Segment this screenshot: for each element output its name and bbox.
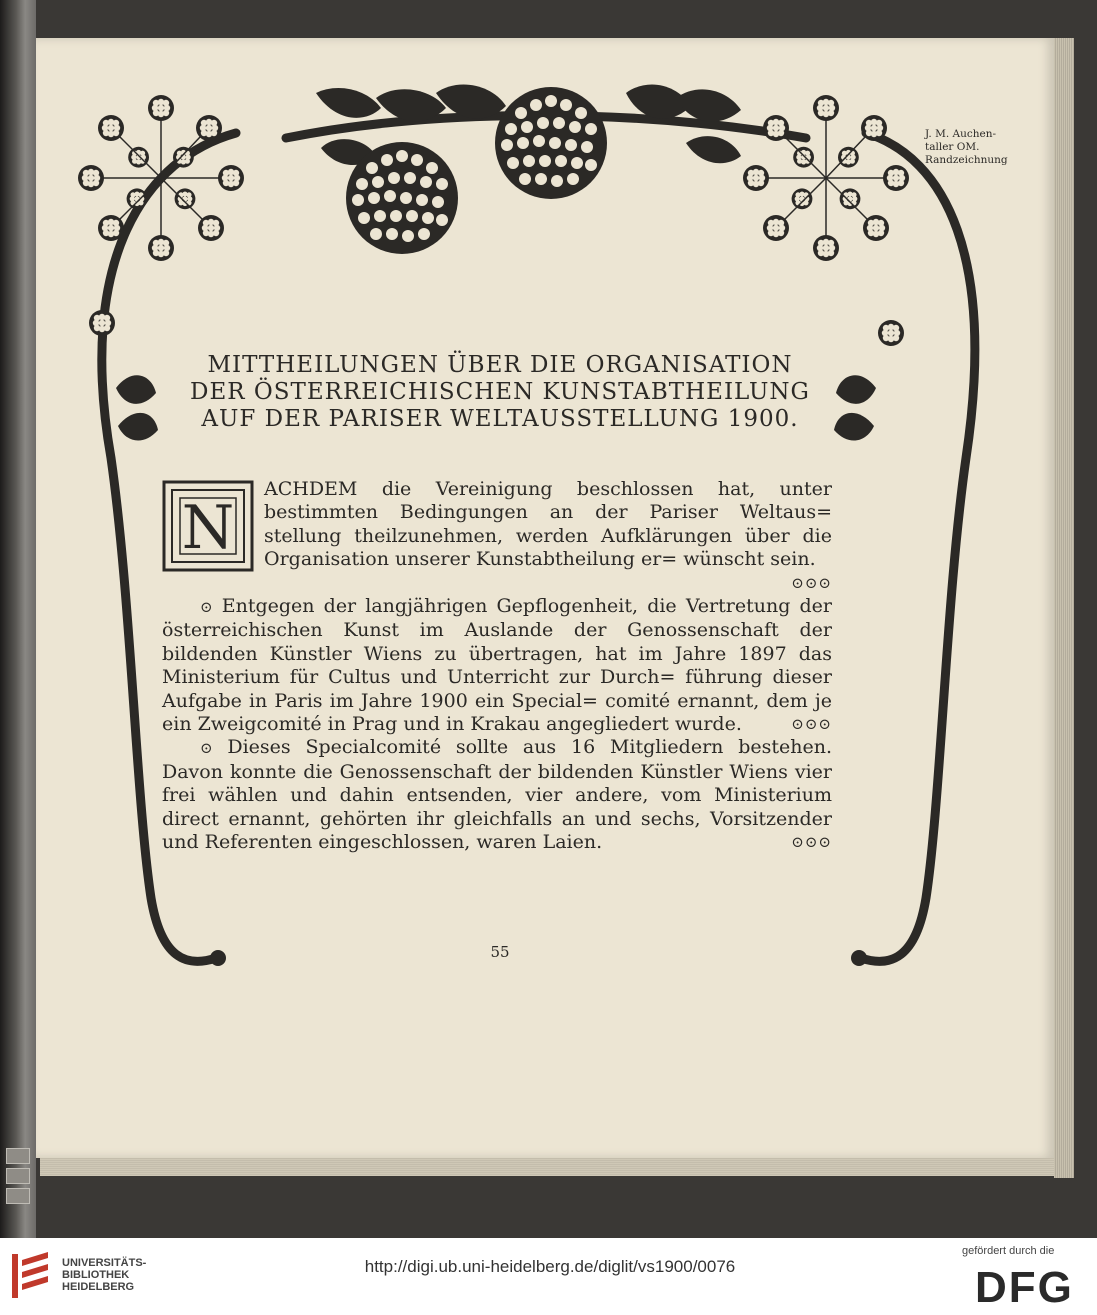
paragraph-text: Dieses Specialcomité sollte aus 16 Mitgliedern bestehen. Davon konnte die Genossenschaft der bildenden Künstler Wiens vier frei wählen und dahin entsenden, vier andere, vom Ministerium direct ernannt, gehörten ihr gleichfalls an und sechs, Vorsitzender und Referenten eingeschlossen, waren Laien. <box>162 736 832 854</box>
title-line: AUF DER PARISER WELTAUSSTELLUNG 1900. <box>201 406 799 432</box>
page-stack-edge <box>40 1158 1060 1176</box>
paragraph <box>162 478 832 592</box>
paragraph-text: ACHDEM die Vereinigung beschlossen hat, unter bestimmten Bedingungen an der Pariser Weltaus= stellung theilzunehmen, werden Aufklärungen über die Organisation unserer Kunstabtheilung er= wünscht sein. <box>264 478 832 571</box>
funded-by-note: gefördert durch die <box>962 1245 1055 1257</box>
margin-note <box>925 128 1008 167</box>
page-number: 55 <box>490 943 510 961</box>
library-name-line: UNIVERSITÄTS- <box>62 1257 147 1269</box>
article-body <box>162 478 832 855</box>
library-name[interactable] <box>62 1257 146 1293</box>
library-name-line: BIBLIOTHEK <box>62 1269 130 1281</box>
circle-mark-icon: ⊙ <box>200 598 213 617</box>
university-library-logo-icon[interactable] <box>8 1250 56 1302</box>
binding-tab <box>6 1168 30 1184</box>
page-fore-edge <box>1054 38 1074 1178</box>
library-name-line: HEIDELBERG <box>62 1281 135 1293</box>
paragraph <box>162 595 832 736</box>
title-line: MITTHEILUNGEN ÜBER DIE ORGANISATION <box>207 352 793 378</box>
dropcap-letter: N <box>181 493 235 563</box>
article-title <box>160 352 840 433</box>
circle-mark-icon: ⊙⊙⊙ <box>791 833 832 852</box>
circle-mark-icon: ⊙ <box>200 739 213 758</box>
binding-tab <box>6 1188 30 1204</box>
paragraph <box>162 736 832 854</box>
book-binding <box>0 0 36 1238</box>
margin-note-line: J. M. Auchen- <box>925 128 997 140</box>
dfg-logo-icon[interactable]: DFG <box>975 1263 1074 1312</box>
dropcap-n <box>162 480 254 572</box>
circle-mark-icon: ⊙⊙⊙ <box>791 573 832 592</box>
margin-note-line: Randzeichnung <box>925 154 1008 166</box>
binding-tab <box>6 1148 30 1164</box>
title-line: DER ÖSTERREICHISCHEN KUNSTABTHEILUNG <box>190 379 810 405</box>
margin-note-line: taller OM. <box>925 141 980 153</box>
paragraph-text: Entgegen der langjährigen Gepflogenheit, die Vertretung der österreichischen Kunst im Auslande der Genossenschaft der bildenden Künstler Wiens zu übertragen, hat im Jahre 1897 das Ministerium für Cultus und Unterricht zur Durch= führung dieser Aufgabe in Paris im Jahre 1900 ein Special= comité ernannt, dem je ein Zweigcomité in Prag und in Krakau angegliedert wurde. <box>162 595 832 736</box>
permalink-url[interactable]: http://digi.ub.uni-heidelberg.de/diglit/vs1900/0076 <box>364 1257 736 1276</box>
circle-mark-icon: ⊙⊙⊙ <box>791 715 832 734</box>
